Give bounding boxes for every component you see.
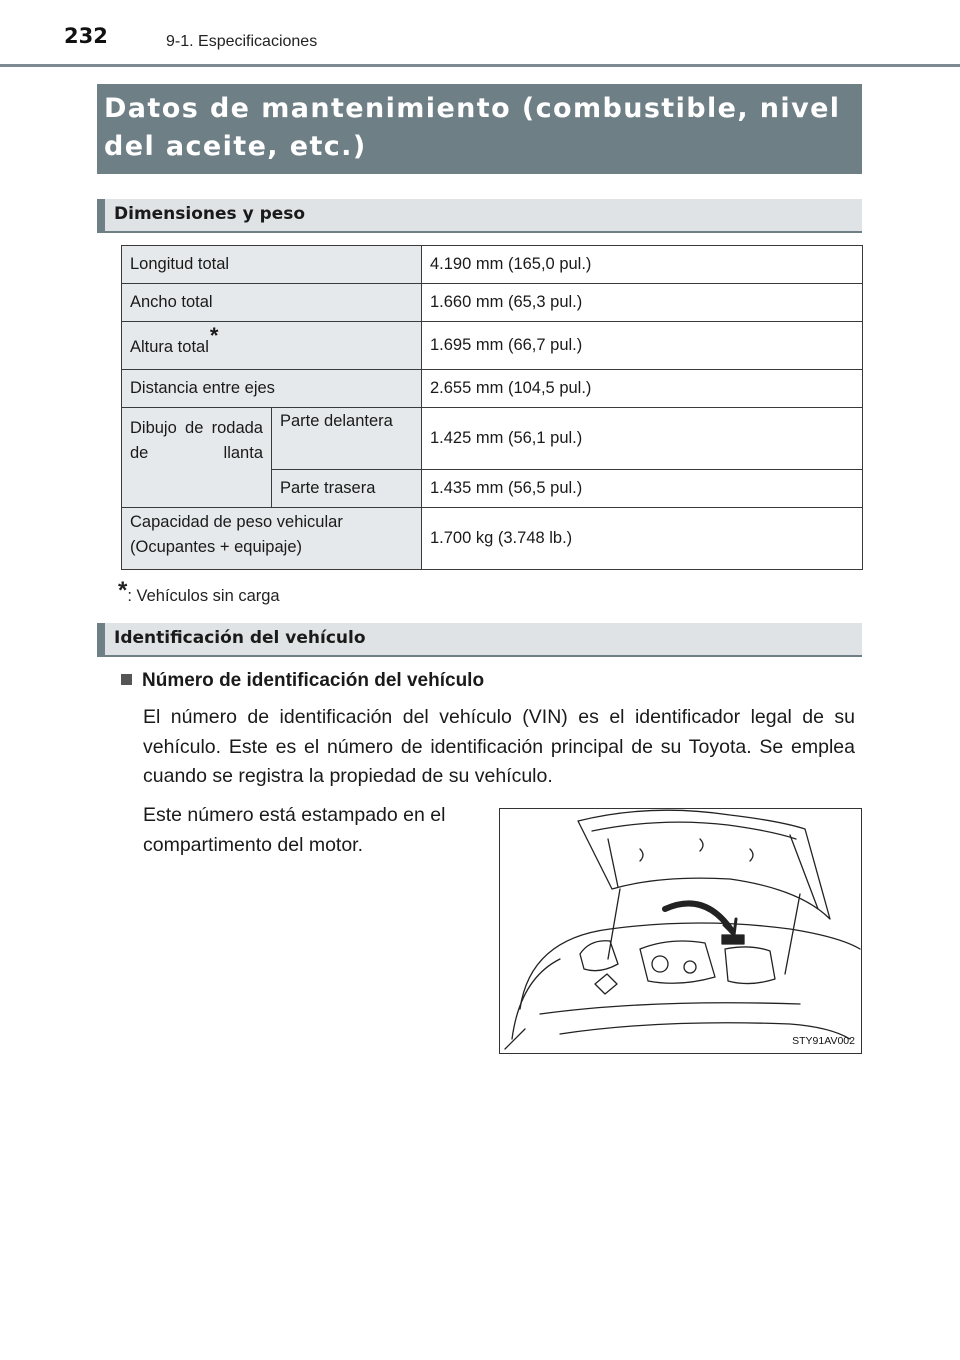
footnote-text: : Vehículos sin carga	[127, 587, 280, 605]
row-label: Longitud total	[122, 246, 422, 284]
engine-compartment-illustration	[500, 809, 862, 1054]
section-dimensions: Dimensiones y peso	[97, 199, 862, 233]
row-label-cell	[122, 322, 422, 370]
header-rule	[0, 64, 960, 67]
table-row	[122, 408, 863, 470]
tread-rear-label: Parte trasera	[272, 470, 422, 508]
vin-location-text: Este número está estampado en el compartimento del motor.	[143, 804, 446, 856]
table-row	[122, 508, 863, 570]
table-row	[122, 246, 863, 284]
table-row	[122, 322, 863, 370]
row-value: 2.655 mm (104,5 pul.)	[422, 370, 863, 408]
row-value: 1.660 mm (65,3 pul.)	[422, 284, 863, 322]
page-title: Datos de mantenimiento (combustible, nivel del aceite, etc.)	[97, 84, 862, 174]
vin-heading-text: Número de identificación del vehículo	[142, 670, 485, 691]
row-value: 4.190 mm (165,0 pul.)	[422, 246, 863, 284]
vin-subheading	[121, 670, 484, 692]
footnote	[118, 577, 280, 608]
figure-code: STY91AV002	[792, 1035, 855, 1047]
chapter-title: 9-1. Especificaciones	[166, 33, 318, 50]
footnote-star: *	[118, 577, 128, 604]
capacity-label-line1: Capacidad de peso vehicular	[130, 513, 343, 531]
page-number: 232	[64, 24, 108, 48]
table-row	[122, 284, 863, 322]
tread-rear-value: 1.435 mm (56,5 pul.)	[422, 470, 863, 508]
square-bullet-icon	[121, 674, 132, 685]
specifications-table	[121, 245, 863, 570]
tread-label: Dibujo de rodada de llanta	[122, 408, 272, 508]
capacity-value: 1.700 kg (3.748 lb.)	[422, 508, 863, 570]
row-label: Ancho total	[122, 284, 422, 322]
row-value: 1.695 mm (66,7 pul.)	[422, 322, 863, 370]
table-row	[122, 370, 863, 408]
capacity-label-line2: (Ocupantes + equipaje)	[130, 538, 302, 556]
vin-paragraph: El número de identificación del vehículo (VIN) es el identificador legal de su vehículo. Este es el número de identificación principal de su Toyota. Se emplea cuando se registra la propiedad de su vehículo.	[143, 706, 855, 787]
tread-front-label: Parte delantera	[272, 408, 422, 470]
engine-compartment-figure	[499, 808, 862, 1054]
row-label: Altura total	[130, 337, 209, 356]
tread-front-value: 1.425 mm (56,1 pul.)	[422, 408, 863, 470]
capacity-label-cell	[122, 508, 422, 570]
footnote-marker: *	[209, 322, 219, 348]
section-identification: Identificación del vehículo	[97, 623, 862, 657]
row-label: Distancia entre ejes	[122, 370, 422, 408]
